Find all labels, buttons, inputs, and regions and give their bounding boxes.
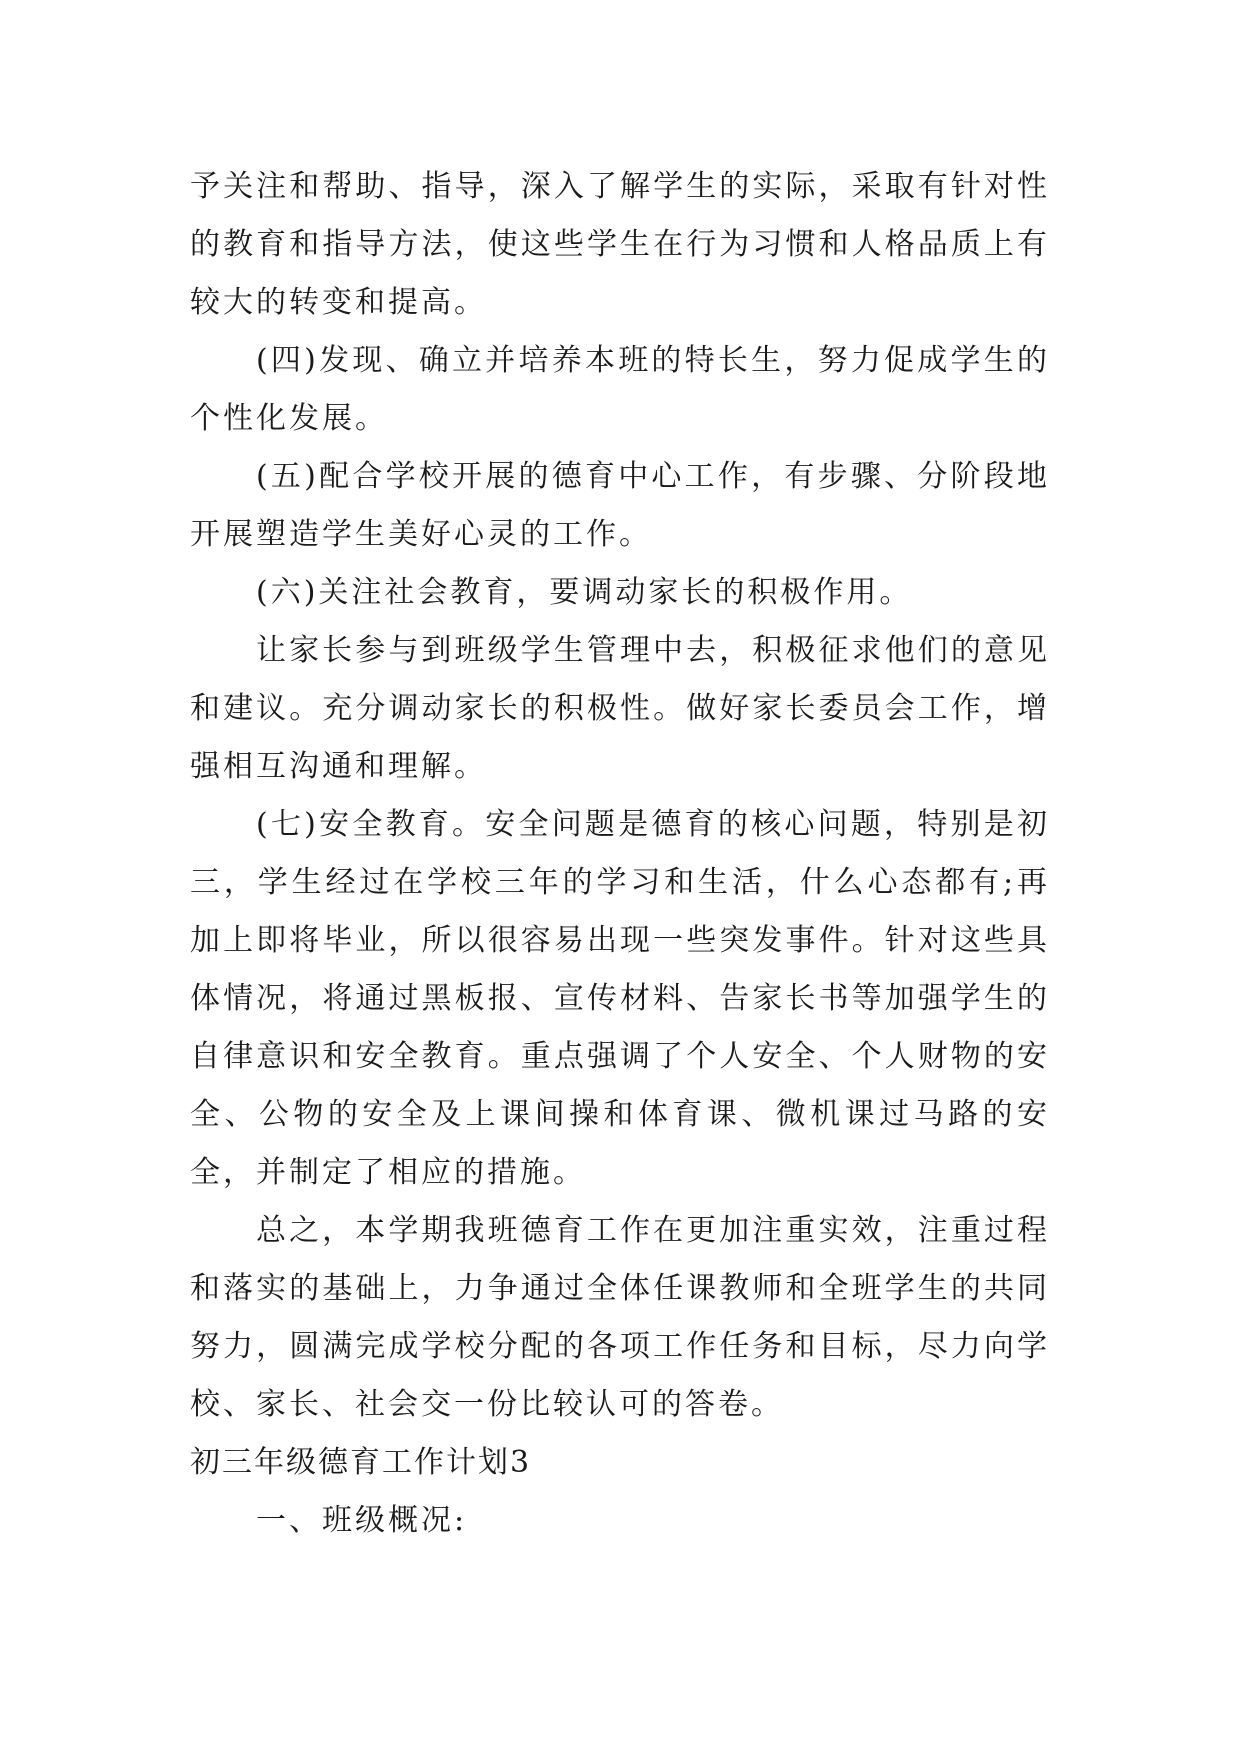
paragraph-item-5: (五)配合学校开展的德育中心工作，有步骤、分阶段地开展塑造学生美好心灵的工作。 [190,459,1050,552]
document-body [190,158,1050,1550]
paragraph-item-6: (六)关注社会教育，要调动家长的积极作用。 [256,575,913,610]
section-heading: 初三年级德育工作计划3 [190,1445,532,1480]
subsection-heading: 一、班级概况: [256,1503,468,1538]
paragraph-item-4: (四)发现、确立并培养本班的特长生，努力促成学生的个性化发展。 [190,343,1050,436]
paragraph-continuation: 予关注和帮助、指导，深入了解学生的实际，采取有针对性的教育和指导方法，使这些学生在行为习惯和人格品质上有较大的转变和提高。 [190,169,1050,320]
paragraph-summary: 总之，本学期我班德育工作在更加注重实效，注重过程和落实的基础上，力争通过全体任课教师和全班学生的共同努力，圆满完成学校分配的各项工作任务和目标，尽力向学校、家长、社会交一份比较认可的答卷。 [190,1213,1050,1422]
paragraph-item-7-safety: (七)安全教育。安全问题是德育的核心问题，特别是初三，学生经过在学校三年的学习和生活，什么心态都有;再加上即将毕业，所以很容易出现一些突发事件。针对这些具体情况，将通过黑板报、宣传材料、告家长书等加强学生的自律意识和安全教育。重点强调了个人安全、个人财物的安全、公物的安全及上课间操和体育课、微机课过马路的安全，并制定了相应的措施。 [190,807,1050,1190]
paragraph-parents: 让家长参与到班级学生管理中去，积极征求他们的意见和建议。充分调动家长的积极性。做好家长委员会工作，增强相互沟通和理解。 [190,633,1050,784]
